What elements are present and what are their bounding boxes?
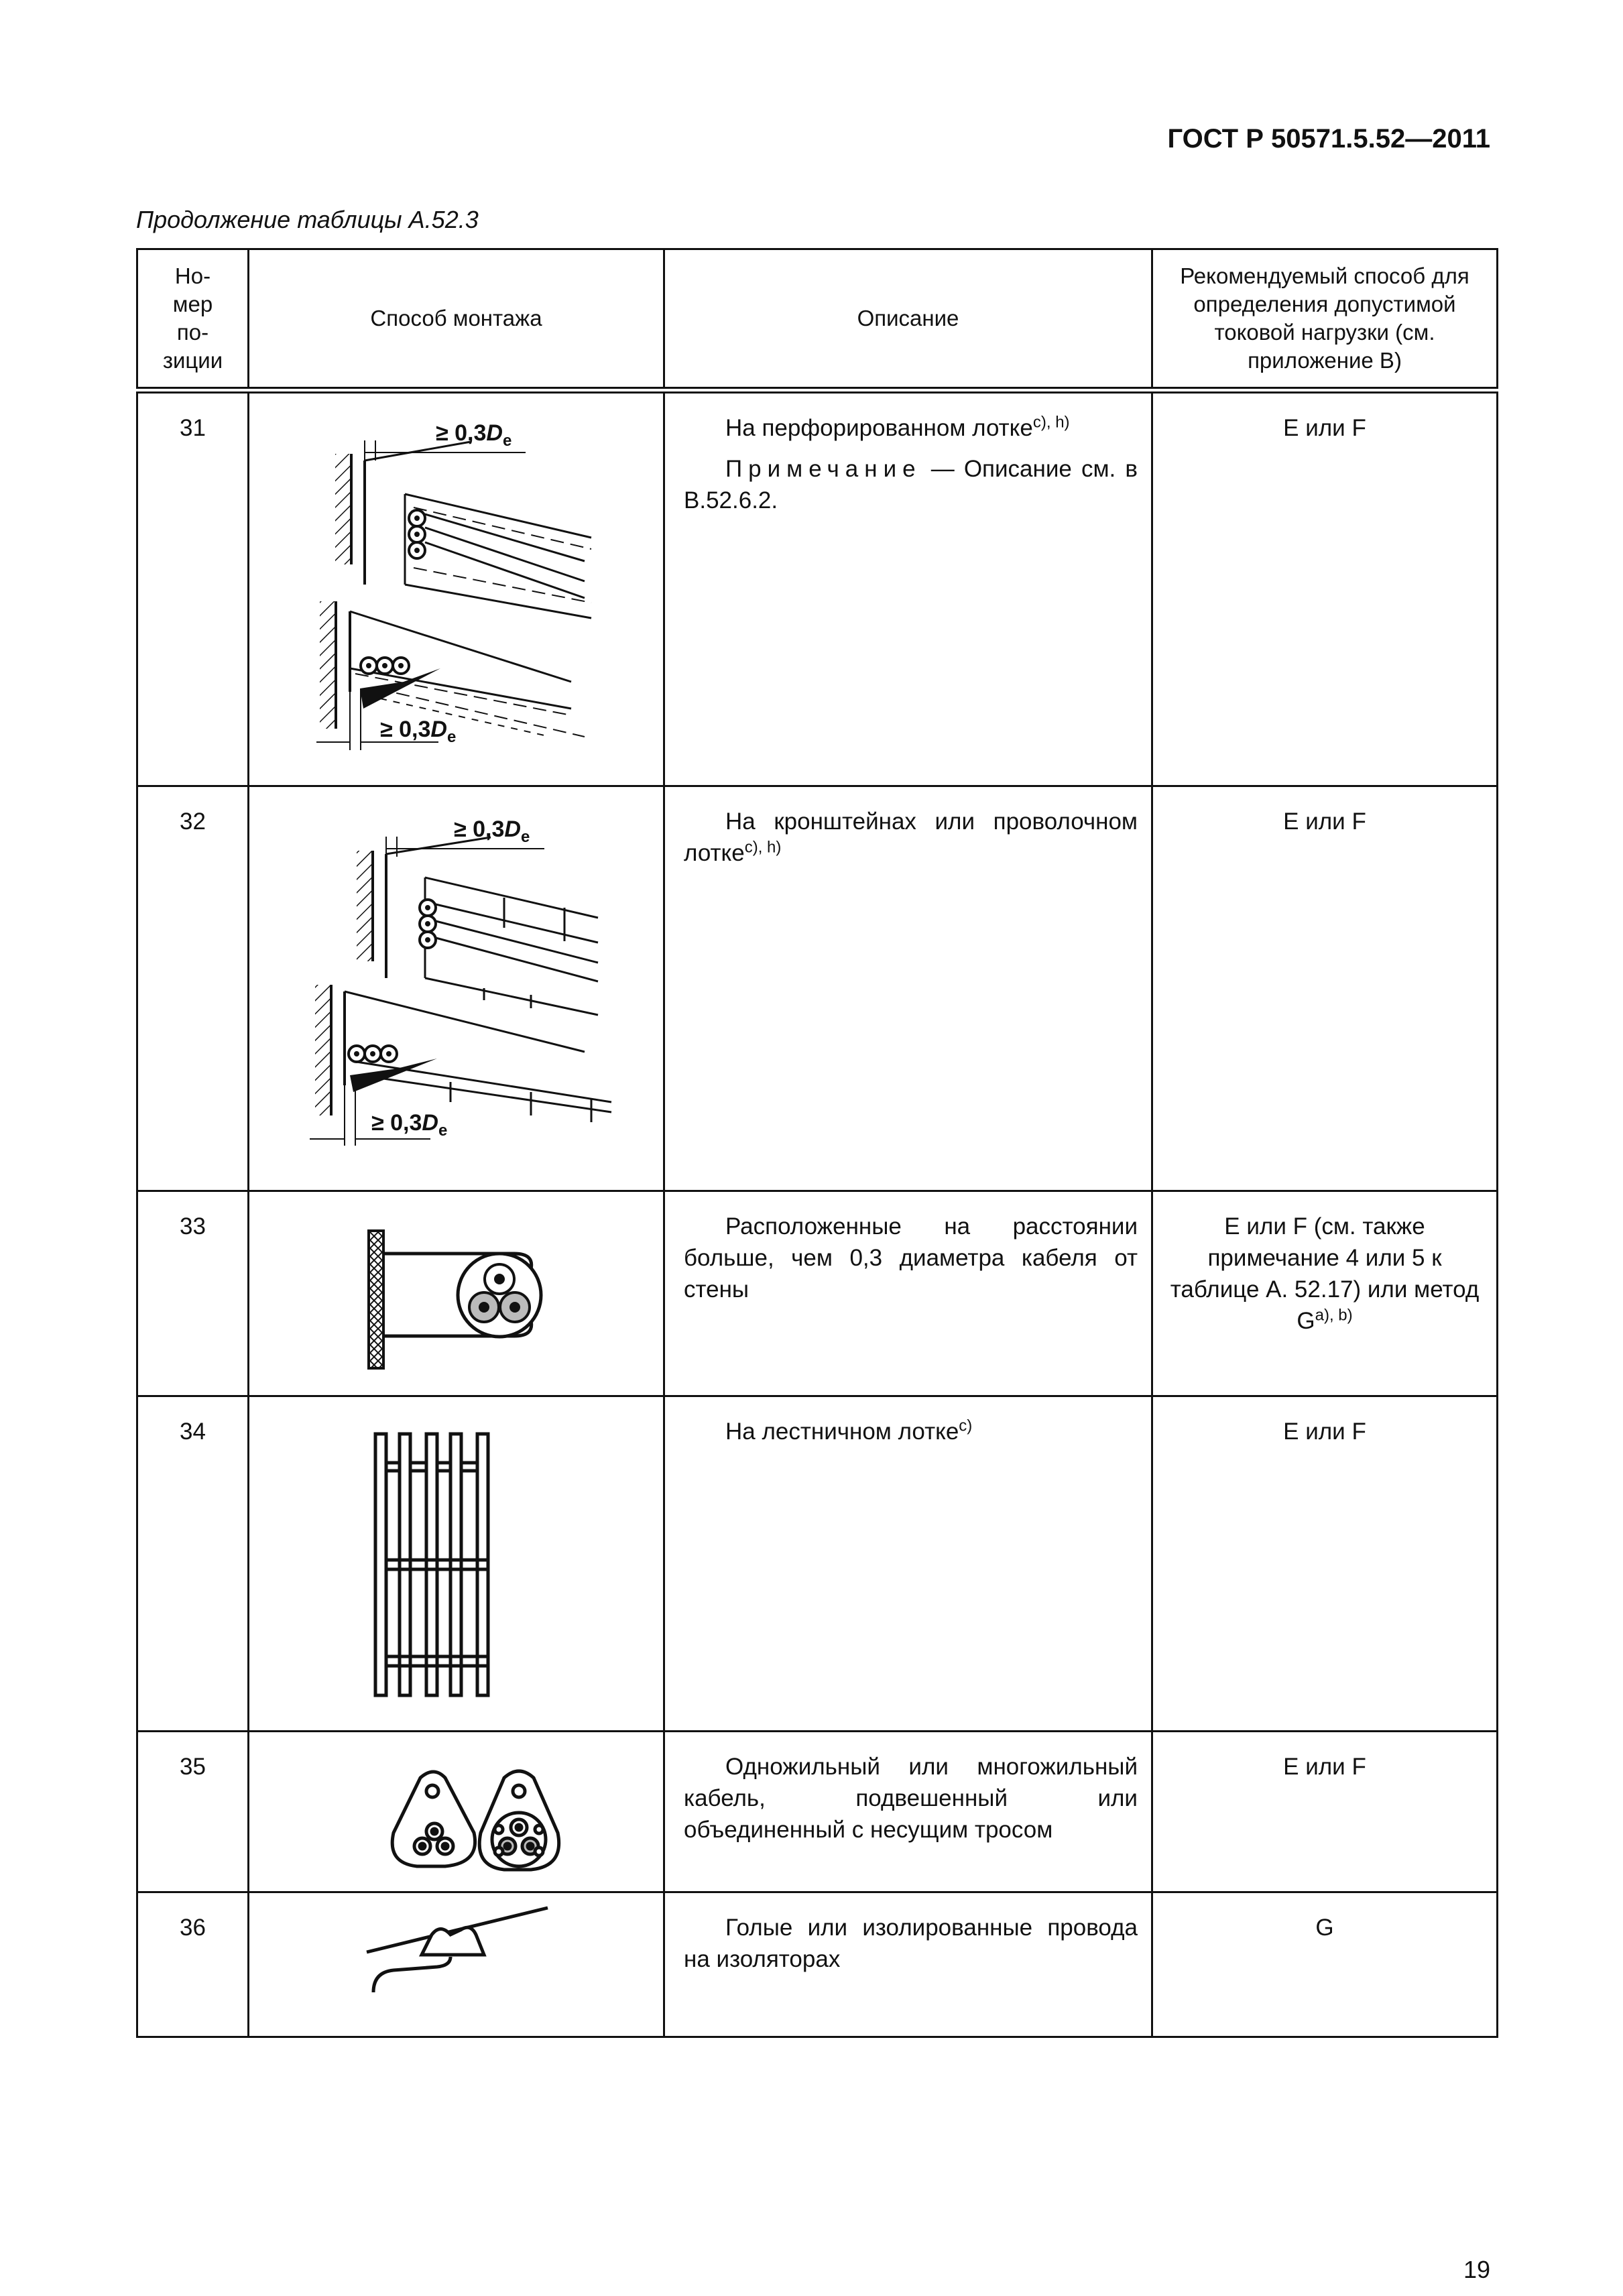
row-recommended bbox=[1152, 1191, 1498, 1396]
header-description: Описание bbox=[664, 249, 1152, 391]
table-row bbox=[137, 1396, 1498, 1732]
wall-hatch-lower bbox=[320, 601, 336, 729]
row-number: 35 bbox=[137, 1732, 249, 1892]
description-text bbox=[684, 806, 1138, 869]
wall-hatch-lower bbox=[315, 985, 331, 1115]
row-number: 36 bbox=[137, 1892, 249, 2037]
description-note bbox=[684, 453, 1138, 516]
table-row bbox=[137, 1892, 1498, 2037]
wall-hatch-upper bbox=[335, 454, 351, 564]
description-main: На кронштейнах или проволочном лотке bbox=[684, 808, 1138, 866]
row-recommended: G bbox=[1152, 1892, 1498, 2037]
perforated-tray-figure bbox=[249, 394, 665, 785]
description-main: На перфорированном лотке bbox=[725, 415, 1033, 441]
page-number: 19 bbox=[1463, 2256, 1490, 2283]
header-installation-method: Способ монтажа bbox=[249, 249, 664, 391]
description-text: Расположенные на расстоянии больше, чем 0,3 диаметра кабеля от стены bbox=[684, 1213, 1138, 1303]
figure-brackets-wire-tray bbox=[249, 786, 664, 1191]
row-description bbox=[664, 786, 1152, 1191]
insulator-lead bbox=[373, 1957, 450, 1992]
description-text bbox=[684, 1416, 1138, 1447]
row-description bbox=[664, 390, 1152, 786]
header-recommended-method-text: Рекомендуемый способ для определения допустимой токовой нагрузки (см. приложение В) bbox=[1180, 263, 1469, 373]
ladder-rail bbox=[375, 1434, 386, 1695]
description-text: Одножильный или многожильный кабель, подвешенный или объединенный с несущим тросом bbox=[684, 1754, 1138, 1843]
row-number: 31 bbox=[137, 390, 249, 786]
row-description bbox=[664, 1396, 1152, 1732]
document-standard-number: ГОСТ Р 50571.5.52—2011 bbox=[1167, 124, 1490, 154]
row-description bbox=[664, 1191, 1152, 1396]
row-number: 34 bbox=[137, 1396, 249, 1732]
description-sup: c), h) bbox=[744, 838, 782, 857]
description-text bbox=[684, 412, 1138, 444]
header-position-number-text: Но- мер по- зиции bbox=[162, 263, 223, 373]
row-recommended: Е или F bbox=[1152, 390, 1498, 786]
spaced-cable-figure bbox=[249, 1192, 665, 1393]
figure-ladder-tray bbox=[249, 1396, 664, 1732]
figure-perforated-tray bbox=[249, 390, 664, 786]
dimension-label-top: ≥ $0,3D_e$ bbox=[436, 420, 512, 450]
description-sup: c), h) bbox=[1032, 413, 1070, 432]
header-recommended-method bbox=[1152, 249, 1498, 391]
table-row bbox=[137, 1191, 1498, 1396]
dimension-label-top: ≥ $0,3D_e$ bbox=[454, 817, 530, 846]
wall-hatch bbox=[369, 1231, 383, 1368]
dimension-label-bottom: ≥ $0,3D_e$ bbox=[380, 717, 457, 746]
description-text: Голые или изолированные провода на изоляторах bbox=[684, 1915, 1138, 1972]
row-description bbox=[664, 1732, 1152, 1892]
note-label: Примечание bbox=[725, 456, 922, 482]
insulator-figure bbox=[249, 1893, 665, 2034]
row-description bbox=[664, 1892, 1152, 2037]
description-sup: c) bbox=[959, 1416, 973, 1435]
suspended-cable-figure bbox=[249, 1732, 665, 1889]
table-row bbox=[137, 390, 1498, 786]
brackets-tray-figure bbox=[249, 787, 665, 1188]
recommended-sup: a), b) bbox=[1315, 1306, 1353, 1325]
row-recommended: Е или F bbox=[1152, 1396, 1498, 1732]
figure-spaced-from-wall bbox=[249, 1191, 664, 1396]
dimension-label-bottom: ≥ $0,3D_e$ bbox=[371, 1110, 448, 1140]
description-main: На лестничном лотке bbox=[725, 1418, 959, 1445]
header-position-number bbox=[137, 249, 249, 391]
table-caption: Продолжение таблицы А.52.3 bbox=[136, 206, 479, 233]
table-header-row bbox=[137, 249, 1498, 391]
recommended-text: Е или F (см. также примечание 4 или 5 к таблице А. 52.17) или метод G bbox=[1170, 1213, 1480, 1334]
ladder-tray-figure bbox=[249, 1397, 665, 1728]
wall-hatch-upper bbox=[357, 851, 373, 961]
row-number: 33 bbox=[137, 1191, 249, 1396]
row-recommended: Е или F bbox=[1152, 786, 1498, 1191]
figure-insulators bbox=[249, 1892, 664, 2037]
figure-suspended-cable bbox=[249, 1732, 664, 1892]
installation-methods-table bbox=[136, 248, 1498, 2038]
table-row bbox=[137, 1732, 1498, 1892]
table-row bbox=[137, 786, 1498, 1191]
row-recommended: Е или F bbox=[1152, 1732, 1498, 1892]
row-number: 32 bbox=[137, 786, 249, 1191]
note-text: — Описание см. в В.52.6.2. bbox=[684, 456, 1138, 513]
